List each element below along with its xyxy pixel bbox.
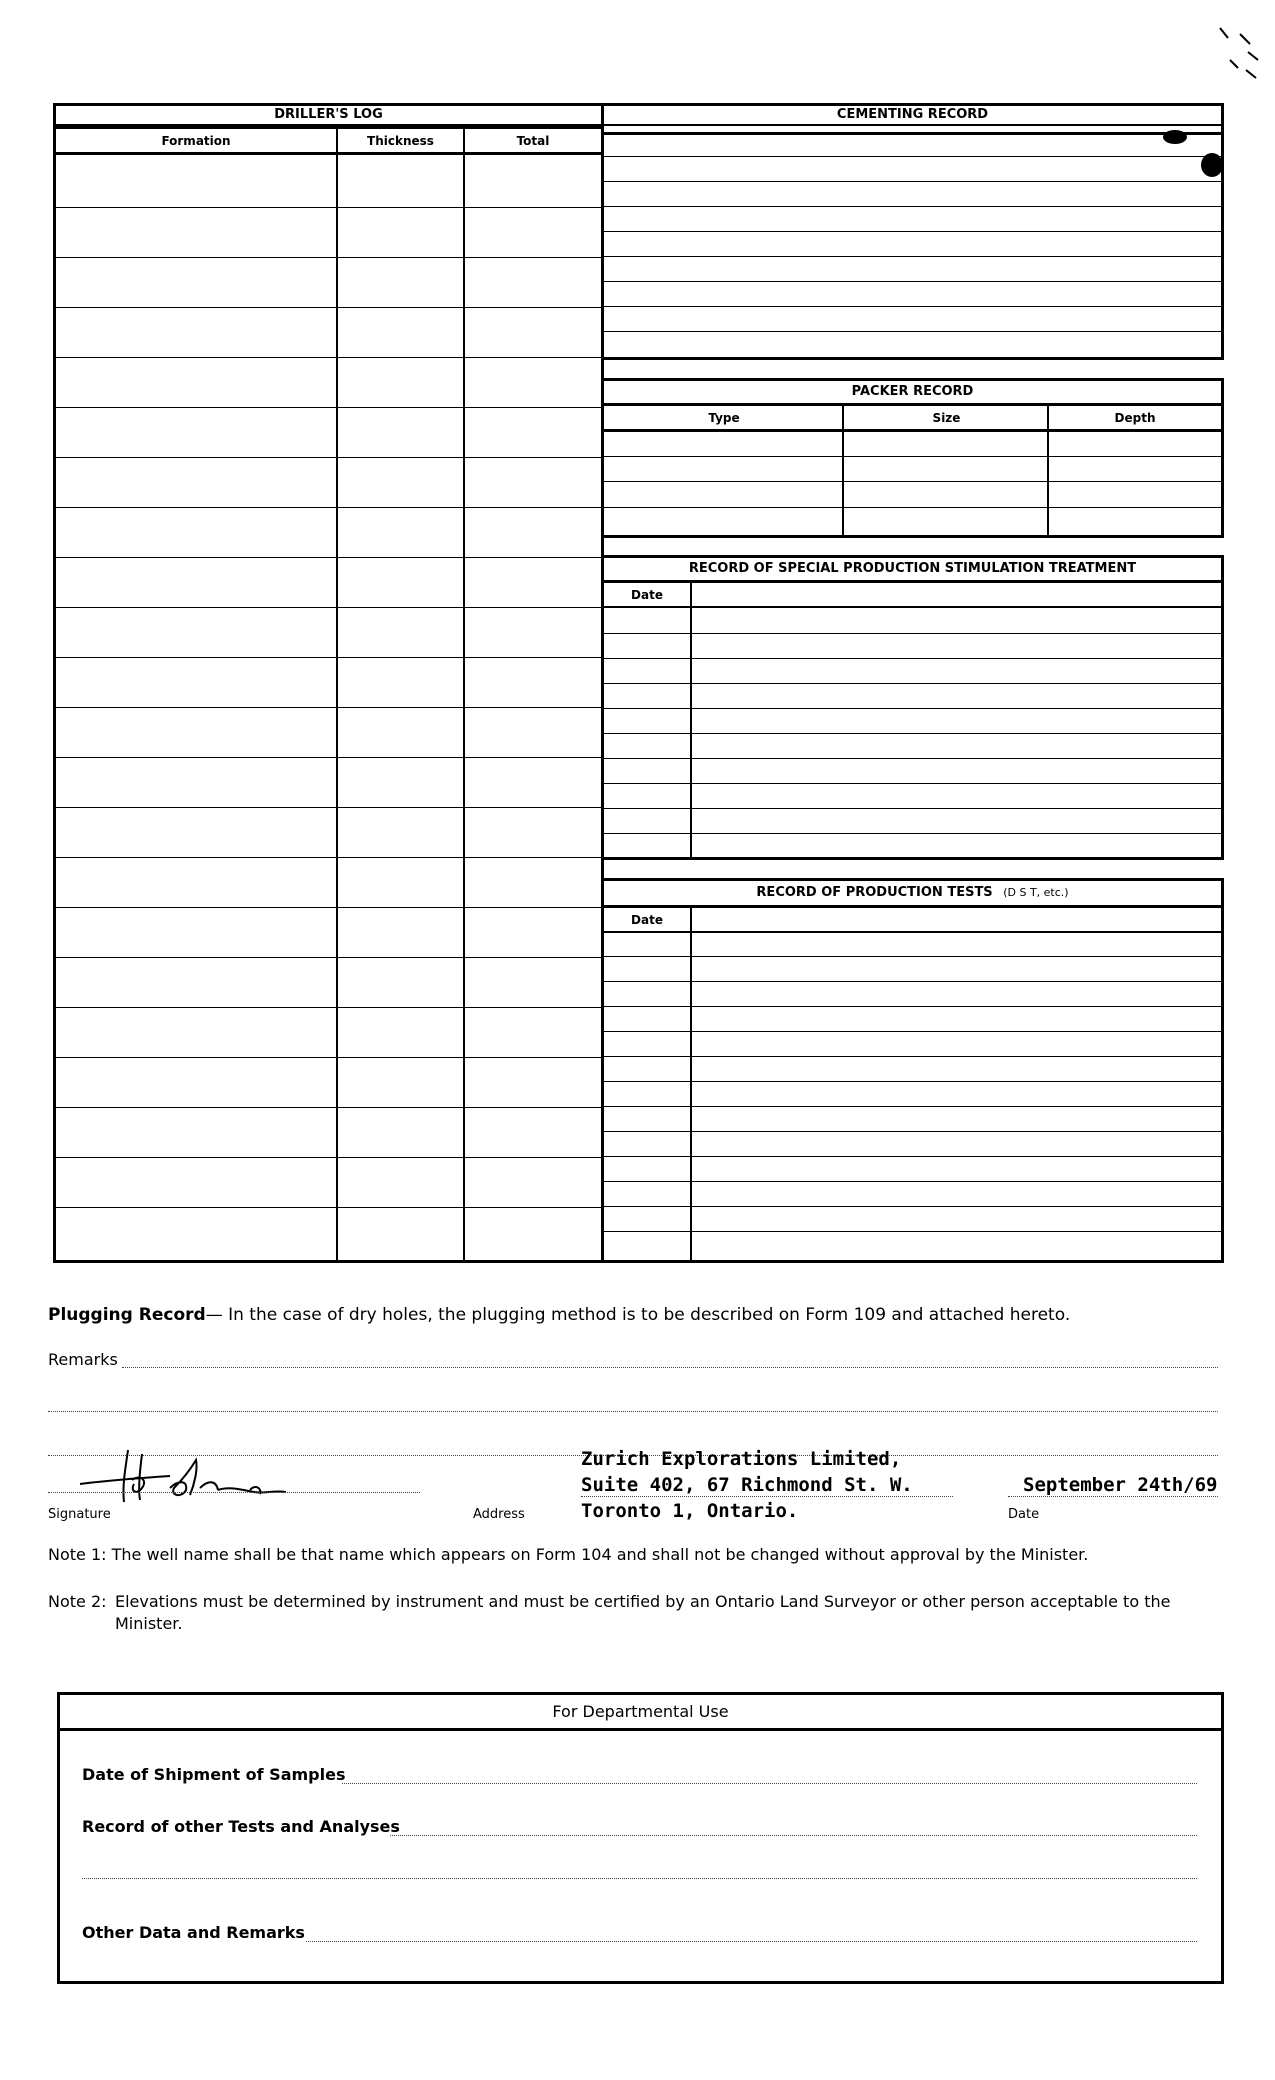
production-tests-title-text: RECORD OF PRODUCTION TESTS [756,885,993,900]
tests-line-2[interactable] [82,1878,1197,1879]
address-line-dots[interactable] [581,1496,953,1497]
remarks-line-1[interactable] [122,1367,1218,1368]
col-thickness: Thickness [367,134,434,148]
tests-line[interactable] [390,1835,1197,1836]
signature-line[interactable] [48,1492,420,1493]
packer-record-table [601,378,1224,538]
cementing-record-table [601,103,1224,360]
date-line[interactable] [1008,1496,1218,1497]
production-tests-table [601,878,1224,1263]
col-date-production: Date [631,913,663,927]
ink-marks [1150,20,1270,180]
col-formation: Formation [161,134,231,148]
col-total: Total [516,134,550,148]
drillers-log-table [53,103,604,1263]
cementing-record-title: CEMENTING RECORD [604,106,1221,126]
address-label: Address [473,1507,525,1522]
other-data-line[interactable] [306,1941,1197,1942]
address-line-1: Zurich Explorations Limited, [581,1448,902,1470]
col-depth: Depth [1114,411,1156,425]
col-size: Size [932,411,961,425]
stimulation-treatment-table [601,555,1224,860]
note-1-text: The well name shall be that name which appears on Form 104 and shall not be changed without approval by the Minister. [111,1545,1089,1564]
departmental-use-box [57,1692,1224,1984]
note-1 [48,1545,1088,1564]
stimulation-treatment-title: RECORD OF SPECIAL PRODUCTION STIMULATION TREATMENT [604,558,1221,583]
plugging-record-text: — In the case of dry holes, the plugging method is to be described on Form 109 and attached hereto. [205,1305,1071,1325]
note-1-label: Note 1: [48,1545,107,1564]
date-value: September 24th/69 [1023,1474,1218,1496]
plugging-record-label: Plugging Record [48,1305,206,1325]
shipment-line[interactable] [342,1783,1197,1784]
signature-label: Signature [48,1507,111,1522]
col-type: Type [708,411,740,425]
production-tests-title-suffix: (D S T, etc.) [1003,886,1069,899]
note-2-line-1: Elevations must be determined by instrument and must be certified by an Ontario Land Surveyor or other person acceptable to the [115,1592,1171,1611]
plugging-record-line [48,1305,1070,1325]
note-2-line-2: Minister. [115,1614,183,1633]
note-2-label: Note 2: [48,1592,107,1611]
departmental-use-title: For Departmental Use [60,1695,1221,1731]
packer-record-title: PACKER RECORD [604,381,1221,406]
remarks-line-2[interactable] [48,1411,1218,1412]
drillers-log-title: DRILLER'S LOG [56,106,601,126]
date-label: Date [1008,1507,1040,1522]
tests-label: Record of other Tests and Analyses [82,1817,400,1836]
production-tests-title [604,881,1221,908]
col-date-stimulation: Date [631,588,663,602]
handwritten-signature [70,1440,310,1510]
shipment-label: Date of Shipment of Samples [82,1765,346,1784]
other-data-label: Other Data and Remarks [82,1923,305,1942]
remarks-label: Remarks [48,1350,118,1369]
address-line-2: Suite 402, 67 Richmond St. W. [581,1474,913,1496]
address-line-3: Toronto 1, Ontario. [581,1500,799,1522]
